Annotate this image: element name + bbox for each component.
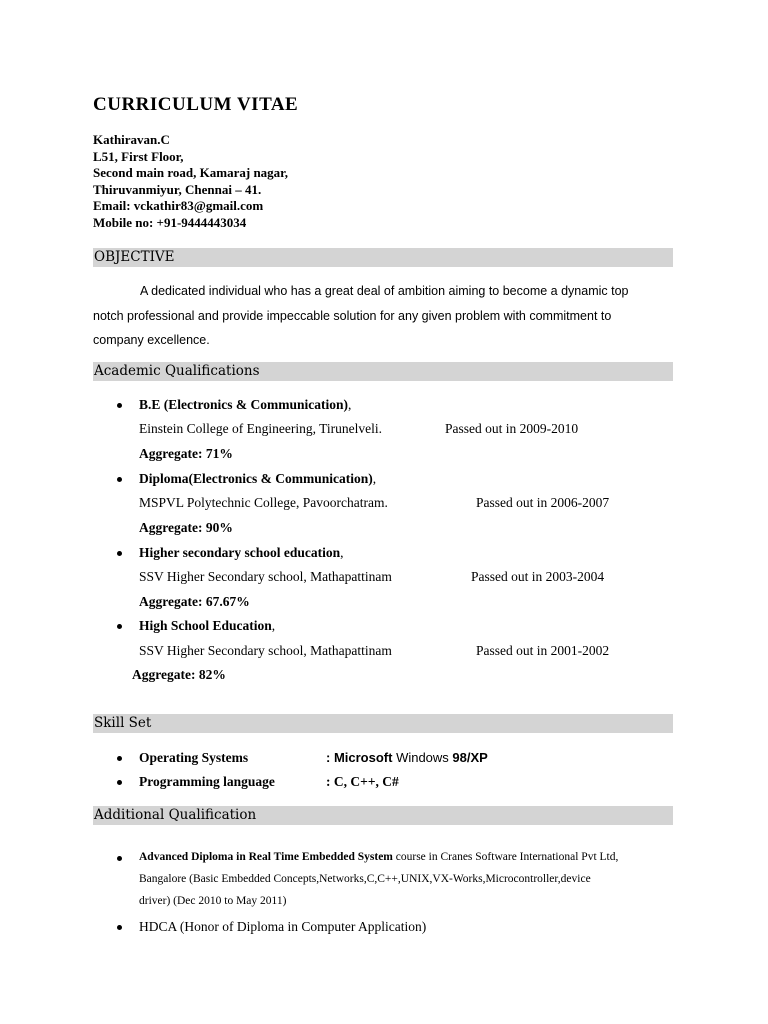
additional-item-2: HDCA (Honor of Diploma in Computer Application) bbox=[139, 919, 427, 934]
qualification-title: Higher secondary school education, bbox=[139, 545, 344, 560]
bullet-icon bbox=[117, 925, 122, 930]
additional-item-1-line-1: Advanced Diploma in Real Time Embedded System course in Cranes Software International Pvt Ltd, bbox=[139, 851, 619, 863]
contact-address-line-3: Thiruvanmiyur, Chennai – 41. bbox=[93, 181, 262, 197]
skill-label: Operating Systems bbox=[139, 750, 249, 765]
objective-line-3: company excellence. bbox=[93, 333, 210, 347]
qualification-passed: Passed out in 2003-2004 bbox=[471, 569, 605, 584]
qualification-aggregate: Aggregate: 67.67% bbox=[139, 594, 250, 609]
qualification-institution: SSV Higher Secondary school, Mathapattinam bbox=[139, 643, 392, 658]
bullet-icon bbox=[117, 403, 122, 408]
additional-heading: Additional Qualification bbox=[93, 806, 673, 825]
qualification-passed: Passed out in 2009-2010 bbox=[445, 421, 579, 436]
qualification-title: Diploma(Electronics & Communication), bbox=[139, 471, 377, 486]
bullet-icon bbox=[117, 551, 122, 556]
objective-heading: OBJECTIVE bbox=[93, 248, 673, 267]
objective-paragraph bbox=[93, 279, 673, 353]
skill-value: : Microsoft Windows 98/XP bbox=[326, 750, 488, 765]
bullet-icon bbox=[117, 624, 122, 629]
contact-email: Email: vckathir83@gmail.com bbox=[93, 198, 264, 213]
additional-item-1-line-3: driver) (Dec 2010 to May 2011) bbox=[139, 895, 287, 907]
skill-value: : C, C++, C# bbox=[326, 774, 399, 789]
objective-line-2: notch professional and provide impeccable solution for any given problem with commitment to bbox=[93, 308, 612, 323]
contact-block bbox=[93, 132, 288, 231]
qualification-aggregate: Aggregate: 71% bbox=[139, 446, 233, 461]
bullet-icon bbox=[117, 756, 122, 761]
contact-address-line-1: L51, First Floor, bbox=[93, 148, 184, 164]
academic-heading: Academic Qualifications bbox=[93, 362, 673, 381]
qualification-institution: SSV Higher Secondary school, Mathapattinam bbox=[139, 569, 392, 584]
contact-address-line-2: Second main road, Kamaraj nagar, bbox=[93, 165, 289, 180]
document-title: CURRICULUM VITAE bbox=[93, 94, 299, 115]
qualification-aggregate: Aggregate: 90% bbox=[139, 520, 233, 535]
bullet-icon bbox=[117, 856, 122, 861]
qualification-institution: MSPVL Polytechnic College, Pavoorchatram. bbox=[139, 495, 388, 510]
additional-item-1-line-2: Bangalore (Basic Embedded Concepts,Networks,C,C++,UNIX,VX-Works,Microcontroller,device bbox=[139, 873, 591, 885]
qualification-aggregate: Aggregate: 82% bbox=[132, 667, 226, 682]
qualification-passed: Passed out in 2006-2007 bbox=[476, 495, 610, 510]
qualification-institution: Einstein College of Engineering, Tirunelveli. bbox=[139, 421, 382, 436]
bullet-icon bbox=[117, 780, 122, 785]
qualification-title: B.E (Electronics & Communication), bbox=[139, 397, 352, 412]
bullet-icon bbox=[117, 477, 122, 482]
qualification-passed: Passed out in 2001-2002 bbox=[476, 643, 610, 658]
skills-heading: Skill Set bbox=[93, 714, 673, 733]
contact-mobile: Mobile no: +91-9444443034 bbox=[93, 214, 247, 230]
contact-name: Kathiravan.C bbox=[93, 132, 170, 147]
qualification-title: High School Education, bbox=[139, 618, 276, 633]
skill-label: Programming language bbox=[139, 774, 275, 789]
objective-line-1: A dedicated individual who has a great deal of ambition aiming to become a dynamic top bbox=[140, 284, 629, 298]
